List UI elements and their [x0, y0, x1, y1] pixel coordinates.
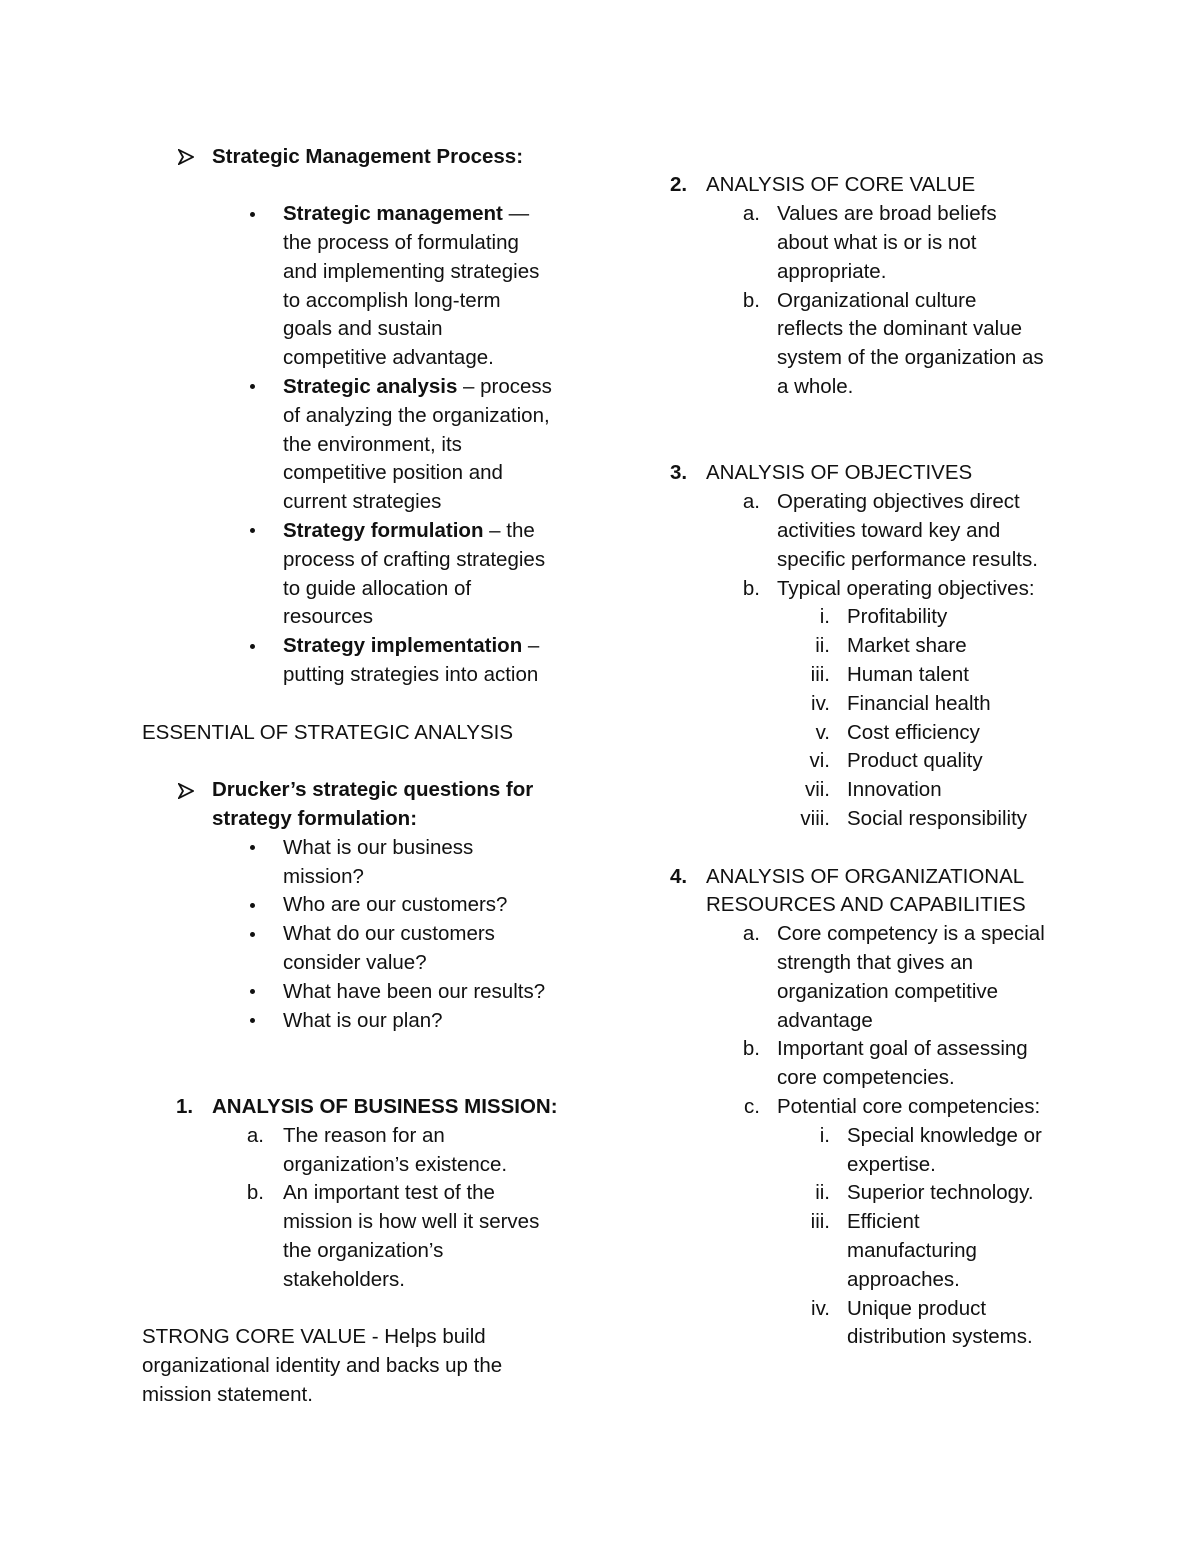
process-term: Strategic management: [283, 202, 503, 226]
item-line: activities toward key and: [777, 519, 1001, 542]
item-marker: c.: [744, 1095, 760, 1118]
item-line: The reason for an: [283, 1123, 445, 1147]
bullet-icon: [250, 528, 255, 533]
subitem-line: approaches.: [847, 1267, 960, 1291]
item-line: Core competency is a special: [777, 922, 1045, 946]
process-item-term: [283, 373, 552, 402]
drucker-heading: Drucker’s strategic questions for: [212, 778, 534, 802]
process-term-sep: – the: [483, 519, 535, 542]
subitem-line: Cost efficiency: [847, 720, 980, 744]
subitem-line: Profitability: [847, 605, 948, 629]
subitem-marker: iii.: [810, 1210, 830, 1234]
subitem-line: Unique product: [847, 1296, 987, 1320]
subitem-line: Efficient: [847, 1210, 920, 1234]
bullet-icon: [250, 845, 255, 850]
arrow-bullet-icon: [178, 149, 194, 165]
subitem-line: Innovation: [847, 778, 942, 802]
subitem-marker: ii.: [815, 634, 830, 658]
item-line: the organization’s: [283, 1239, 444, 1262]
arrow-bullet-icon: [178, 783, 194, 799]
item-line: system of the organization as: [777, 346, 1044, 370]
process-item-line: putting strategies into action: [283, 663, 539, 686]
process-item-line: and implementing strategies: [283, 259, 540, 283]
process-item-term: [283, 632, 539, 661]
drucker-question-line: What do our customers: [283, 922, 495, 946]
drucker-heading: strategy formulation:: [212, 807, 418, 830]
item-marker: a.: [742, 202, 760, 226]
drucker-question-line: consider value?: [283, 951, 427, 974]
item-line: a whole.: [777, 375, 854, 398]
drucker-question-line: Who are our customers?: [283, 893, 508, 917]
subitem-marker: iv.: [811, 1296, 830, 1320]
section-heading-strategic-management-process: Strategic Management Process:: [212, 144, 524, 168]
item-line: Typical operating objectives:: [777, 576, 1035, 600]
item-marker: a.: [742, 922, 760, 946]
item-marker: a.: [742, 490, 760, 514]
process-item-line: to accomplish long-term: [283, 288, 501, 312]
section-number: 1.: [176, 1095, 194, 1118]
process-item-line: process of crafting strategies: [283, 547, 546, 571]
process-term-sep: —: [502, 202, 530, 226]
section-heading-core-value: ANALYSIS OF CORE VALUE: [706, 173, 976, 197]
subitem-line: manufacturing: [847, 1239, 977, 1262]
subitem-line: Market share: [847, 634, 967, 658]
process-item-line: to guide allocation of: [283, 576, 472, 600]
drucker-question-line: What is our plan?: [283, 1008, 443, 1032]
subitem-marker: i.: [819, 605, 830, 629]
section-heading-resources: RESOURCES AND CAPABILITIES: [706, 893, 1026, 917]
item-line: An important test of the: [283, 1181, 495, 1205]
subitem-marker: i.: [819, 1123, 830, 1147]
section-heading-business-mission: ANALYSIS OF BUSINESS MISSION:: [212, 1095, 558, 1118]
item-line: stakeholders.: [283, 1267, 405, 1291]
subitem-marker: ii.: [815, 1181, 830, 1205]
subitem-line: Superior technology.: [847, 1181, 1034, 1205]
process-item-line: competitive position and: [283, 461, 503, 485]
bullet-icon: [250, 384, 255, 389]
subitem-marker: vii.: [804, 778, 830, 802]
bullet-icon: [250, 1018, 255, 1023]
process-item-line: current strategies: [283, 490, 442, 514]
bullet-icon: [250, 212, 255, 217]
subitem-line: distribution systems.: [847, 1325, 1033, 1349]
item-line: organization’s existence.: [283, 1152, 508, 1176]
process-term-sep: – process: [457, 375, 552, 398]
subitem-marker: iii.: [810, 663, 830, 686]
subitem-line: Human talent: [847, 663, 969, 686]
process-item-line: of analyzing the organization,: [283, 403, 550, 427]
item-line: core competencies.: [777, 1066, 955, 1090]
item-line: strength that gives an: [777, 951, 974, 974]
process-term: Strategy formulation: [283, 519, 484, 542]
item-marker: a.: [246, 1123, 264, 1147]
bullet-icon: [250, 903, 255, 908]
item-line: mission is how well it serves: [283, 1210, 540, 1234]
section-number: 3.: [670, 461, 688, 485]
strong-core-value-line: organizational identity and backs up the: [142, 1354, 503, 1378]
process-item-line: competitive advantage.: [283, 346, 494, 370]
process-item-line: resources: [283, 605, 374, 629]
section-number: 2.: [670, 173, 688, 197]
process-term-sep: –: [522, 634, 540, 658]
subitem-line: Product quality: [847, 749, 983, 773]
subitem-marker: v.: [815, 720, 830, 744]
item-line: Potential core competencies:: [777, 1095, 1041, 1118]
drucker-question-line: What is our business: [283, 835, 474, 859]
item-marker: b.: [742, 1037, 760, 1061]
item-line: advantage: [777, 1008, 873, 1032]
item-line: appropriate.: [777, 259, 887, 283]
subitem-marker: viii.: [800, 807, 830, 830]
subitem-line: Special knowledge or: [847, 1123, 1042, 1147]
item-line: Operating objectives direct: [777, 490, 1020, 514]
bullet-icon: [250, 932, 255, 937]
subitem-marker: vi.: [809, 749, 830, 773]
item-line: about what is or is not: [777, 231, 977, 254]
item-marker: b.: [742, 576, 760, 600]
item-line: organization competitive: [777, 979, 999, 1003]
drucker-question-line: mission?: [283, 864, 364, 888]
subitem-line: Social responsibility: [847, 807, 1028, 830]
item-line: specific performance results.: [777, 547, 1038, 571]
section-heading-objectives: ANALYSIS OF OBJECTIVES: [706, 461, 973, 485]
section-number: 4.: [670, 864, 688, 888]
process-item-term: [283, 517, 535, 546]
subitem-line: Financial health: [847, 691, 991, 715]
item-line: Organizational culture: [777, 288, 977, 312]
process-item-line: goals and sustain: [283, 317, 443, 341]
item-line: reflects the dominant value: [777, 317, 1022, 341]
essential-heading: ESSENTIAL OF STRATEGIC ANALYSIS: [142, 720, 513, 744]
drucker-question-line: What have been our results?: [283, 979, 546, 1003]
strong-core-value-line: STRONG CORE VALUE - Helps build: [142, 1325, 486, 1349]
item-marker: b.: [742, 288, 760, 312]
subitem-line: expertise.: [847, 1152, 936, 1176]
strong-core-value-line: mission statement.: [142, 1383, 313, 1406]
item-line: Values are broad beliefs: [777, 202, 997, 226]
section-heading-resources: ANALYSIS OF ORGANIZATIONAL: [706, 864, 1025, 888]
process-item-line: the environment, its: [283, 432, 462, 456]
bullet-icon: [250, 989, 255, 994]
process-item-line: the process of formulating: [283, 231, 519, 254]
subitem-marker: iv.: [811, 691, 830, 715]
item-line: Important goal of assessing: [777, 1037, 1028, 1061]
bullet-icon: [250, 644, 255, 649]
process-item-term: [283, 200, 529, 229]
process-term: Strategy implementation: [283, 634, 523, 658]
item-marker: b.: [246, 1181, 264, 1205]
process-term: Strategic analysis: [283, 375, 458, 398]
